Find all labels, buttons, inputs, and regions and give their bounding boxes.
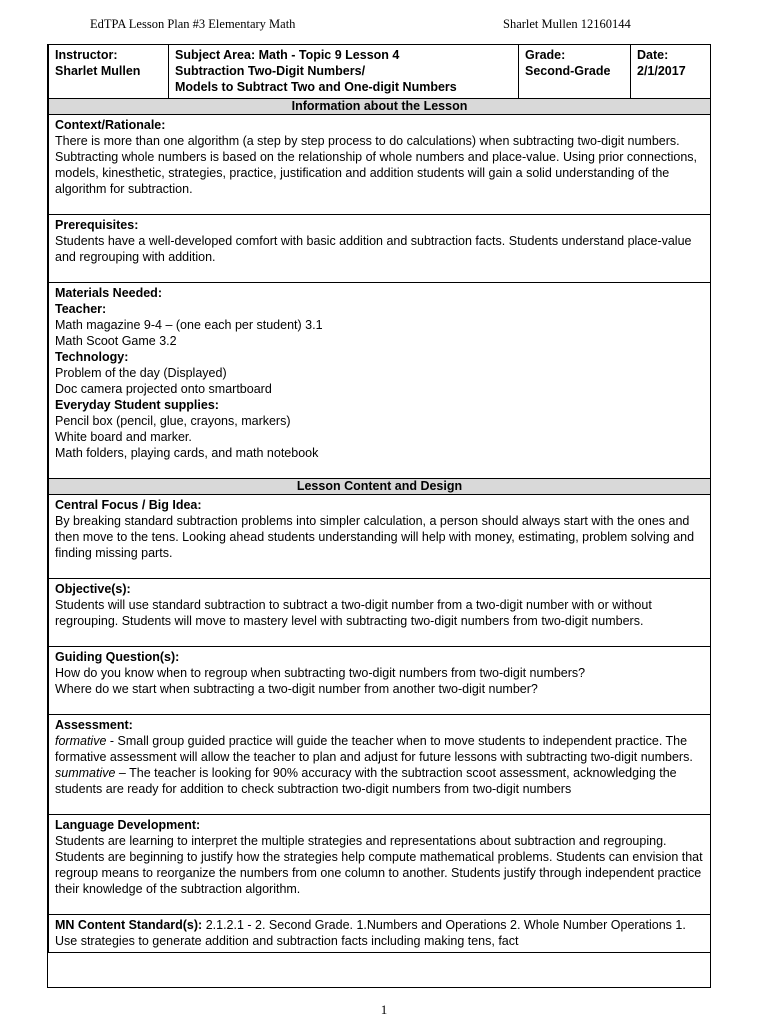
top-info-row [49, 45, 711, 99]
objectives-text: Students will use standard subtraction to subtract a two-digit number from a two-digit number with or without regrouping. Students will move to mastery level with subtracting two-digit numbers from two-digit numbers. [55, 598, 652, 628]
guiding-questions-section [49, 647, 711, 715]
subject-line-3: Models to Subtract Two and One-digit Numbers [175, 80, 457, 94]
instructor-label: Instructor: [55, 48, 118, 62]
summative-term: summative [55, 766, 116, 780]
supplies-item: Math folders, playing cards, and math notebook [55, 446, 319, 460]
technology-item: Doc camera projected onto smartboard [55, 382, 272, 396]
materials-label: Materials Needed: [55, 286, 162, 300]
instructor-cell [49, 45, 169, 99]
date-cell [631, 45, 711, 99]
language-label: Language Development: [55, 818, 201, 832]
assessment-section [49, 715, 711, 815]
summative-text: – The teacher is looking for 90% accuracy with the subtraction scoot assessment, acknowledging the students are ready for addition to check subtraction two-digit numbers from two-digit numbers [55, 766, 677, 796]
standards-section [49, 915, 711, 953]
objectives-section [49, 579, 711, 647]
language-text: Students are learning to interpret the multiple strategies and representations about subtraction and regrouping. Students are beginning to justify how the strategies help compute mathematical problems. Students can envision that regroup means to reorganize the numbers from one column to another. Students justify through independent practice their knowledge of the subtraction algorithm. [55, 834, 703, 896]
context-label: Context/Rationale: [55, 118, 166, 132]
supplies-item: Pencil box (pencil, glue, crayons, markers) [55, 414, 291, 428]
guiding-question: Where do we start when subtracting a two-digit number from another two-digit number? [55, 682, 538, 696]
standards-text: 2.1.2.1 - 2. Second Grade. 1.Numbers and Operations 2. Whole Number Operations 1. Use strategies to generate addition and subtraction facts including making tens, fact [55, 918, 686, 948]
central-focus-label: Central Focus / Big Idea: [55, 498, 202, 512]
central-focus-section [49, 495, 711, 579]
summative-paragraph [55, 765, 704, 797]
teacher-item: Math magazine 9-4 – (one each per student) 3.1 [55, 318, 323, 332]
grade-label: Grade: [525, 48, 566, 62]
formative-text: - Small group guided practice will guide the teacher when to move students to independent practice. The formative assessment will allow the teacher to plan and adjust for future lessons with subtracting two-digit numbers. [55, 734, 693, 764]
guiding-label: Guiding Question(s): [55, 650, 180, 664]
standards-label: MN Content Standard(s): [55, 918, 203, 932]
section-band-design: Lesson Content and Design [49, 479, 711, 495]
assessment-label: Assessment: [55, 718, 133, 732]
document-header-title: EdTPA Lesson Plan #3 Elementary Math [90, 17, 296, 31]
central-focus-text: By breaking standard subtraction problems into simpler calculation, a person should always start with the ones and then move to the tens. Looking ahead students understanding will help with money, estimating, problem solving and finding missing parts. [55, 514, 695, 560]
materials-section [49, 283, 711, 479]
teacher-item: Math Scoot Game 3.2 [55, 334, 177, 348]
formative-term: formative [55, 734, 107, 748]
prerequisites-label: Prerequisites: [55, 218, 139, 232]
standards-paragraph [55, 917, 704, 949]
context-text: There is more than one algorithm (a step by step process to do calculations) when subtracting two-digit numbers. Subtracting whole numbers is based on the relationship of whole numbers and place-value. Using prior connections, models, kinesthetic, strategies, practice, justification and addition students will gain a solid understanding of the algorithm for subtraction. [55, 134, 698, 196]
subject-cell [169, 45, 519, 99]
technology-label: Technology: [55, 350, 129, 364]
supplies-item: White board and marker. [55, 430, 192, 444]
grade-cell [519, 45, 631, 99]
page-number: 1 [380, 1002, 388, 1017]
section-band-info: Information about the Lesson [49, 99, 711, 115]
prerequisites-section [49, 215, 711, 283]
teacher-label: Teacher: [55, 302, 107, 316]
date-value: 2/1/2017 [637, 64, 686, 78]
instructor-name: Sharlet Mullen [55, 64, 141, 78]
objectives-label: Objective(s): [55, 582, 131, 596]
subject-line-1: Subject Area: Math - Topic 9 Lesson 4 [175, 48, 400, 62]
subject-line-2: Subtraction Two-Digit Numbers/ [175, 64, 366, 78]
guiding-question: How do you know when to regroup when subtracting two-digit numbers from two-digit numbers? [55, 666, 586, 680]
context-section [49, 115, 711, 215]
language-development-section [49, 815, 711, 915]
document-header-author: Sharlet Mullen 12160144 [503, 17, 631, 31]
grade-value: Second-Grade [525, 64, 611, 78]
formative-paragraph [55, 733, 704, 765]
date-label: Date: [637, 48, 669, 62]
technology-item: Problem of the day (Displayed) [55, 366, 227, 380]
lesson-plan-table [47, 44, 711, 988]
prerequisites-text: Students have a well-developed comfort with basic addition and subtraction facts. Students understand place-value and regrouping with addition. [55, 234, 692, 264]
supplies-label: Everyday Student supplies: [55, 398, 219, 412]
